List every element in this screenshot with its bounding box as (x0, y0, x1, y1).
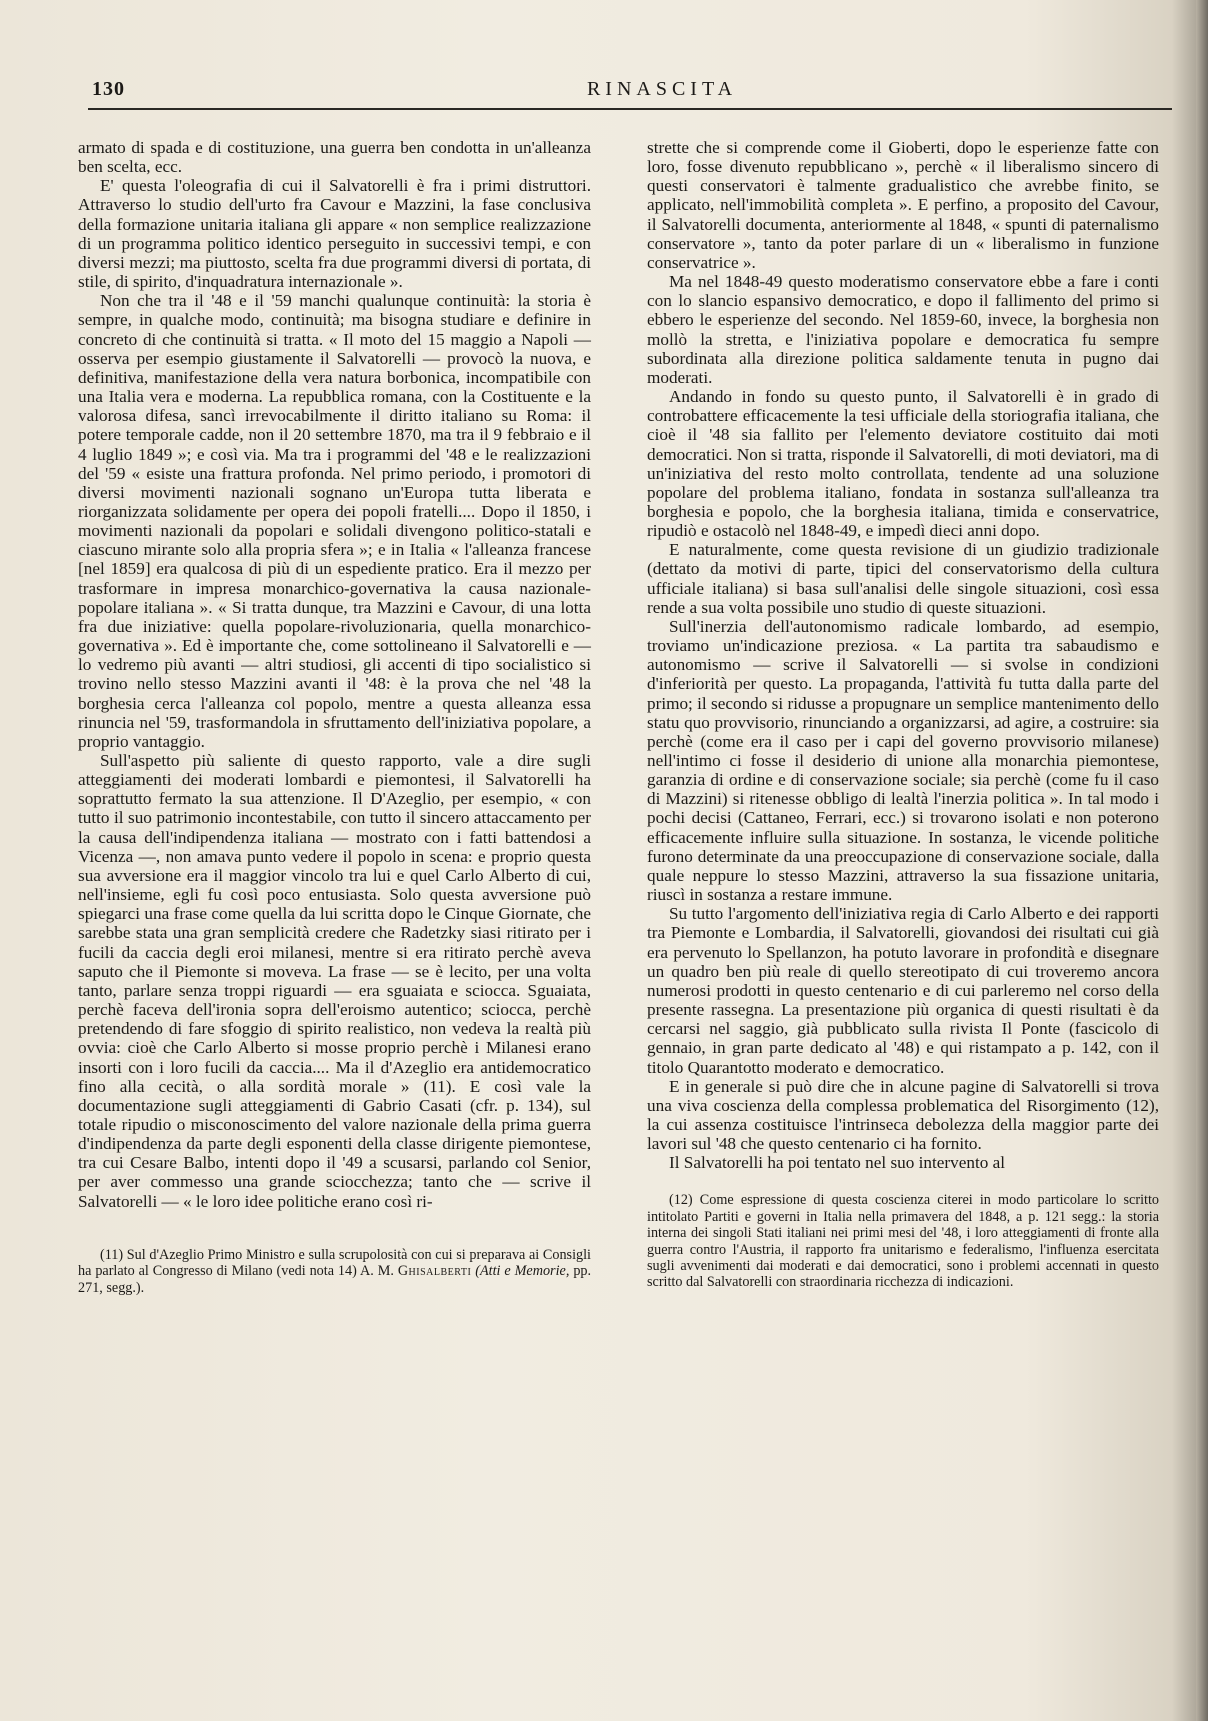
paragraph: Sull'aspetto più saliente di questo rapporto, vale a dire sugli atteggiamenti dei moderati lombardi e piemontesi, il Salvatorelli ha soprattutto fermato la sua attenzione. Il D'Azeglio, per esempio, « con tutto il suo patrimonio incontestabile, con tutto il sincero attaccamento per la causa dell'indipendenza italiana — mostrato con i fatti battendosi a Vicenza —, non amava punto vedere il popolo in scena: e proprio questa sua avversione era il maggior vincolo tra lui e quel Carlo Alberto di cui, nell'insieme, egli fu così poco entusiasta. Solo questa avversione può spiegarci una frase come quella da lui scritta dopo le Cinque Giornate, che sarebbe stata una gran semplicità credere che Radetzky siasi ritirato per i fucili da caccia degli eroi milanesi, mentre si era ritirato perchè aveva saputo che il Piemonte si moveva. La frase — se è lecito, per una volta tanto, parlare senza troppi riguardi — era sguaiata e sciocca. Sguaiata, perchè faceva dell'ironia sopra dell'eroismo autentico; sciocca, perchè pretendendo di fare sfoggio di spirito realistico, non vedeva la realtà più ovvia: cioè che Carlo Alberto si mosse proprio perchè i Milanesi erano insorti con i loro fucili da caccia.... Ma il d'Azeglio era antidemocratico fino alla cecità, o alla sordità morale » (11). E così vale la documentazione sugli atteggiamenti di Gabrio Casati (cfr. p. 134), sul totale ripudio o misconoscimento del valore nazionale della prima guerra d'indipendenza da parte degli esponenti della classe dirigente piemontese, tra cui Cesare Balbo, intenti dopo il '49 a scusarsi, parlando col Senior, per aver commesso una grande sciocchezza; tanto che — scrive il Salvatorelli — « le loro idee politiche erano così ri- (78, 751, 591, 1211)
paragraph: Il Salvatorelli ha poi tentato nel suo intervento al (669, 1153, 1006, 1173)
paragraph: Ma nel 1848-49 questo moderatismo conservatore ebbe a fare i conti con lo slancio espansivo democratico, e dopo il fallimento del primo si ebbero le esperienze del secondo. Nel 1859-60, invece, la borghesia non mollò la stretta, e l'iniziativa popolare e democratica fu sempre subordinata alla direzione politica saldamente tenuta in pugno dai moderati. (647, 272, 1159, 387)
right-column-body (647, 138, 1159, 1172)
paragraph: Andando in fondo su questo punto, il Salvatorelli è in grado di controbattere efficacemente la tesi ufficiale della storiografia italiana, che cioè il '48 sia fallito per l'elemento deviatore costituito dai moti democratici. Non si tratta, risponde il Salvatorelli, di moti deviatori, ma di un'iniziativa del resto molto controllata, tendente ad una soluzione popolare del problema italiano, fondata in sostanza sull'alleanza tra borghesia e popolo, che la borghesia italiana, timida e conservatrice, ripudiò e ostacolò nel 1848-49, e impedì dieci anni dopo. (647, 387, 1159, 541)
paragraph: Non che tra il '48 e il '59 manchi qualunque continuità: la storia è sempre, in qualche modo, continuità; ma bisogna studiare e definire in concreto di che continuità si tratta. « Il moto del 15 maggio a Napoli — osserva per esempio giustamente il Salvatorelli — provocò la nuova, e definitiva, manifestazione della vera natura borbonica, incompatibile con una Italia vera e moderna. La repubblica romana, con la Costituente e la valorosa difesa, sancì irrevocabilmente il diritto italiano su Roma: il potere temporale cadde, non il 20 settembre 1870, ma tra il 9 febbraio e il 4 luglio 1849 »; e così via. Ma tra i programmi del '48 e le realizzazioni del '59 « esiste una frattura profonda. Nel primo periodo, i promotori di diversi movimenti nazionali sognano un'Europa tutta liberata e riorganizzata solidamente per opera dei popoli fratelli.... Dopo il 1850, i movimenti nazionali da popolari e solidali divengono politico-statali e ciascuno mirante solo alla propria sfera »; e in Italia « l'alleanza francese [nel 1859] era qualcosa di più di un espediente pratico. Era il mezzo per trasformare in impresa monarchico-governativa la causa nazionale-popolare italiana ». « Si tratta dunque, tra Mazzini e Cavour, di una lotta fra due iniziative: quella popolare-rivoluzionaria, quella monarchico-governativa ». Ed è importante che, come sottolineano il Salvatorelli e — lo vedremo più avanti — altri studiosi, gli accenti di tipo socialistico si trovino nello stesso Mazzini avanti il '48: è la prova che nel '48 la borghesia cerca l'alleanza col popolo, mentre a questa alleanza essa rinuncia nel '59, trasformandola in sfruttamento dell'iniziativa popolare, a proprio vantaggio. (78, 291, 591, 751)
page-header (92, 78, 1162, 106)
footnote-spacer (647, 1172, 1159, 1192)
paragraph: E naturalmente, come questa revisione di un giudizio tradizionale (dettato da motivi di parte, tipici del conservatorismo della cultura ufficiale italiana) si basa sull'analisi delle singole situazioni, così essa rende a sua volta possibile uno studio di queste situazioni. (647, 540, 1159, 617)
paragraph: E in generale si può dire che in alcune pagine di Salvatorelli si trova una viva coscienza della complessa problematica del Risorgimento (12), la cui assenza costituisce l'intrinseca debolezza della maggior parte dei lavori sul '48 che questo centenario ci ha fornito. (647, 1076, 1159, 1154)
footnote-text: (11) Sul d'Azeglio Primo Ministro e sulla scrupolosità con cui si preparava ai Consigli ha parlato al Congresso di Milano (vedi nota 14) A. M. (78, 1246, 591, 1280)
paragraph: armato di spada e di costituzione, una guerra ben condotta in un'alleanza ben scelta, ecc. (78, 138, 591, 177)
paragraph: Sull'inerzia dell'autonomismo radicale lombardo, ad esempio, troviamo un'indicazione preziosa. « La partita tra sabaudismo e autonomismo — scrive il Salvatorelli — si svolse in condizioni d'inferiorità per questo. La propaganda, l'attività fu tutta dalla parte del primo; il secondo si ridusse a propugnare un semplice mantenimento dello statu quo provvisorio, rinunciando a organizzarsi, ad agire, a costruire: sia perchè (come era il caso per i capi del governo provvisorio milanese) nell'intimo ci fosse il desiderio di unione alla monarchia piemontese, garanzia di ordine e di conservazione sociale; sia perchè (come fu il caso di Mazzini) si ritenesse obbligo di lealtà l'inerzia politica ». In tal modo i pochi decisi (Cattaneo, Ferrari, ecc.) si trovarono isolati e non poterono efficacemente influire sulla situazione. In sostanza, le vicende politiche furono determinate da una preoccupazione di conservazione sociale, dalla quale neppure lo stesso Mazzini, attraverso la sua fissazione unitaria, riuscì in sostanza a restare immune. (647, 616, 1159, 905)
footnote-title: (Atti e Memorie, (475, 1263, 570, 1280)
running-title: RINASCITA (586, 78, 738, 100)
right-column (647, 138, 1159, 1291)
paragraph: Su tutto l'argomento dell'iniziativa regia di Carlo Alberto e dei rapporti tra Piemonte e Lombardia, il Salvatorelli, giovandosi dei risultati cui già era pervenuto lo Spellanzon, ha potuto lavorare in profondità e disegnare un quadro ben più reale di quello stereotipato di cui troveremo ancora numerosi prodotti in questo centenario e di cui parleremo nel corso della presente rassegna. La presentazione più organica di questi risultati è da cercarsi nel saggio, già pubblicato sulla rivista Il Ponte (fascicolo di gennaio, in gran parte dedicato al '48) e qui ristampato a p. 142, con il titolo Quarantotto moderato e democratico. (647, 904, 1159, 1077)
header-rule (88, 108, 1172, 110)
left-column (78, 138, 591, 1296)
page-number: 130 (92, 78, 125, 100)
paragraph: E' questa l'oleografia di cui il Salvatorelli è fra i primi distruttori. Attraverso lo studio dell'urto fra Cavour e Mazzini, la fase conclusiva della formazione unitaria italiana gli appare « non semplice realizzazione di un programma politico identico perseguito in successivi tempi, e con diversi mezzi; ma piuttosto, scelta fra due programmi diversi di portata, di stile, di spirito, d'inquadratura internazionale ». (78, 176, 591, 292)
left-column-body (78, 138, 591, 1211)
paragraph: strette che si comprende come il Gioberti, dopo le esperienze fatte con loro, fosse divenuto repubblicano », perchè « il liberalismo sincero di questi conservatori è talmente gradualistico che avrebbe finito, se applicato, nell'immobilità completa ». E perfino, a proposito del Cavour, il Salvatorelli documenta, anteriormente al 1848, « spunti di paternalismo conservatore », tanto da poter parlare di un « liberalismo in funzione conservatrice ». (647, 138, 1159, 272)
page-edge-shadow (1196, 0, 1208, 1721)
footnote-pages: pp. 271, segg.). (78, 1263, 592, 1296)
footnote-12: (12) Come espressione di questa coscienza citerei in modo particolare lo scritto intitolato Partiti e governi in Italia nella primavera del 1848, a p. 121 segg.: la storia interna dei singoli Stati italiani nei primi mesi del '48, i loro atteggiamenti di fronte alla guerra contro l'Austria, il rapporto fra unitarismo e federalismo, l'influenza esercitata sugli avvenimenti dai moderati e dai democratici, sono i problemi accennati in questo scritto dal Salvatorelli con straordinaria ricchezza di indicazioni. (647, 1192, 1159, 1291)
footnote-spacer (78, 1211, 591, 1247)
footnote-author: Ghisalberti (397, 1263, 472, 1280)
footnote-11 (78, 1247, 591, 1296)
